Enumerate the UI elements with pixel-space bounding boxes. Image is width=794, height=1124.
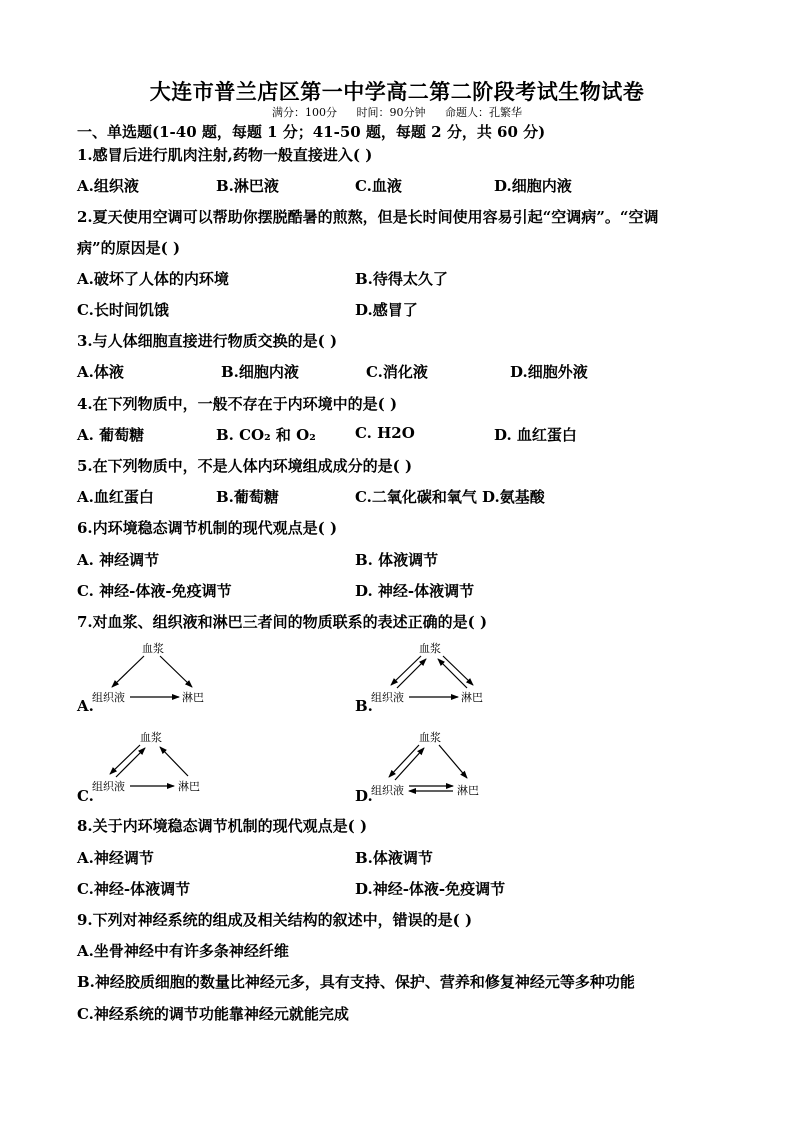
section-heading: 一、单选题(1-40 题，每题 1 分；41-50 题，每题 2 分，共 60 分) [77, 123, 546, 141]
q7a-lymph-label: 淋巴 [182, 691, 204, 704]
q7d-arrow-tissue-to-plasma [395, 748, 424, 780]
question-6-stem: 6.内环境稳态调节机制的现代观点是( ) [77, 519, 338, 537]
q5-option-c: C.二氧化碳和氧气 [355, 488, 477, 506]
exam-author: 命题人：孔繁华 [445, 106, 522, 119]
q7d-tissue-label: 组织液 [371, 784, 404, 797]
q7c-tissue-label: 组织液 [92, 780, 125, 793]
q7-label-b: B. [355, 697, 373, 715]
question-7-stem: 7.对血浆、组织液和淋巴三者间的物质联系的表述正确的是( ) [77, 613, 488, 631]
q2-option-d: D.感冒了 [355, 301, 418, 319]
q3-option-a: A.体液 [77, 363, 124, 381]
q8-option-a: A.神经调节 [77, 849, 154, 867]
question-1-stem: 1.感冒后进行肌肉注射,药物一般直接进入( ) [77, 146, 373, 164]
question-4-stem: 4.在下列物质中，一般不存在于内环境中的是( ) [77, 395, 398, 413]
q6-option-b: B. 体液调节 [355, 551, 439, 569]
q7d-arrow-plasma-to-lymph [439, 745, 467, 778]
q3-option-d: D.细胞外液 [510, 363, 588, 381]
q6-option-c: C. 神经-体液-免疫调节 [77, 582, 232, 600]
q7-diagram-d [367, 727, 497, 807]
q4-option-a: A. 葡萄糖 [77, 426, 145, 444]
q3-option-b: B.细胞内液 [221, 363, 299, 381]
q7d-plasma-label: 血浆 [419, 731, 441, 744]
question-8-stem: 8.关于内环境稳态调节机制的现代观点是( ) [77, 817, 368, 835]
q4-option-c: C. H2O [355, 424, 415, 442]
q7b-tissue-label: 组织液 [371, 691, 404, 704]
q6-option-a: A. 神经调节 [77, 551, 160, 569]
q7a-plasma-label: 血浆 [142, 642, 164, 655]
q7a-tissue-label: 组织液 [92, 691, 125, 704]
question-2-stem-line1: 2.夏天使用空调可以帮助你摆脱酷暑的煎熬，但是长时间使用容易引起“空调病”。“空调 [77, 208, 659, 226]
exam-time: 时间：90分钟 [356, 106, 426, 119]
q4-option-b: B. CO₂ 和 O₂ [216, 426, 316, 444]
q7-label-c: C. [77, 787, 94, 805]
q7b-plasma-label: 血浆 [419, 642, 441, 655]
q7b-arrow-lymph-to-plasma [438, 659, 467, 688]
q5-option-a: A.血红蛋白 [77, 488, 154, 506]
q1-option-a: A.组织液 [77, 177, 139, 195]
q7-diagram-b [367, 638, 497, 718]
q5-option-b: B.葡萄糖 [216, 488, 279, 506]
q7a-arrow-plasma-to-tissue [112, 656, 144, 687]
question-2-stem-line2: 病”的原因是( ) [77, 239, 181, 257]
q9-option-a: A.坐骨神经中有许多条神经纤维 [77, 942, 289, 960]
question-9-stem: 9.下列对神经系统的组成及相关结构的叙述中，错误的是( ) [77, 911, 473, 929]
q7-label-d: D. [355, 787, 373, 805]
q1-option-d: D.细胞内液 [494, 177, 572, 195]
q6-option-d: D. 神经-体液调节 [355, 582, 475, 600]
q7c-plasma-label: 血浆 [140, 731, 162, 744]
q7c-arrow-lymph-to-plasma [160, 747, 188, 776]
q7c-arrow-tissue-to-plasma [116, 748, 145, 777]
q7d-lymph-label: 淋巴 [457, 784, 479, 797]
q7b-arrow-plasma-to-tissue [391, 656, 421, 685]
q7a-arrow-plasma-to-lymph [160, 656, 192, 687]
q1-option-b: B.淋巴液 [216, 177, 279, 195]
q4-option-d: D. 血红蛋白 [494, 426, 577, 444]
q2-option-a: A.破坏了人体的内环境 [77, 270, 229, 288]
page-title: 大连市普兰店区第一中学高二第二阶段考试生物试卷 [149, 79, 645, 104]
q5-option-d: D.氨基酸 [482, 488, 545, 506]
full-score: 满分：100分 [272, 106, 337, 119]
q7b-lymph-label: 淋巴 [461, 691, 483, 704]
q7c-lymph-label: 淋巴 [178, 780, 200, 793]
q7b-arrow-tissue-to-plasma [397, 659, 426, 688]
q7c-arrow-plasma-to-tissue [110, 745, 140, 774]
q9-option-c: C.神经系统的调节功能靠神经元就能完成 [77, 1005, 349, 1023]
q2-option-c: C.长时间饥饿 [77, 301, 169, 319]
q9-option-b: B.神经胶质细胞的数量比神经元多，具有支持、保护、营养和修复神经元等多种功能 [77, 973, 635, 991]
q2-option-b: B.待得太久了 [355, 270, 448, 288]
q7-diagram-a [88, 638, 218, 718]
q8-option-d: D.神经-体液-免疫调节 [355, 880, 506, 898]
question-3-stem: 3.与人体细胞直接进行物质交换的是( ) [77, 332, 338, 350]
exam-info [0, 104, 794, 120]
question-5-stem: 5.在下列物质中，不是人体内环境组成成分的是( ) [77, 457, 413, 475]
q7-diagram-c [88, 727, 218, 807]
q3-option-c: C.消化液 [366, 363, 428, 381]
q1-option-c: C.血液 [355, 177, 402, 195]
q8-option-c: C.神经-体液调节 [77, 880, 191, 898]
q8-option-b: B.体液调节 [355, 849, 433, 867]
q7d-arrow-plasma-to-tissue [389, 745, 419, 777]
q7b-arrow-plasma-to-lymph [443, 656, 473, 685]
q7-label-a: A. [77, 697, 94, 715]
